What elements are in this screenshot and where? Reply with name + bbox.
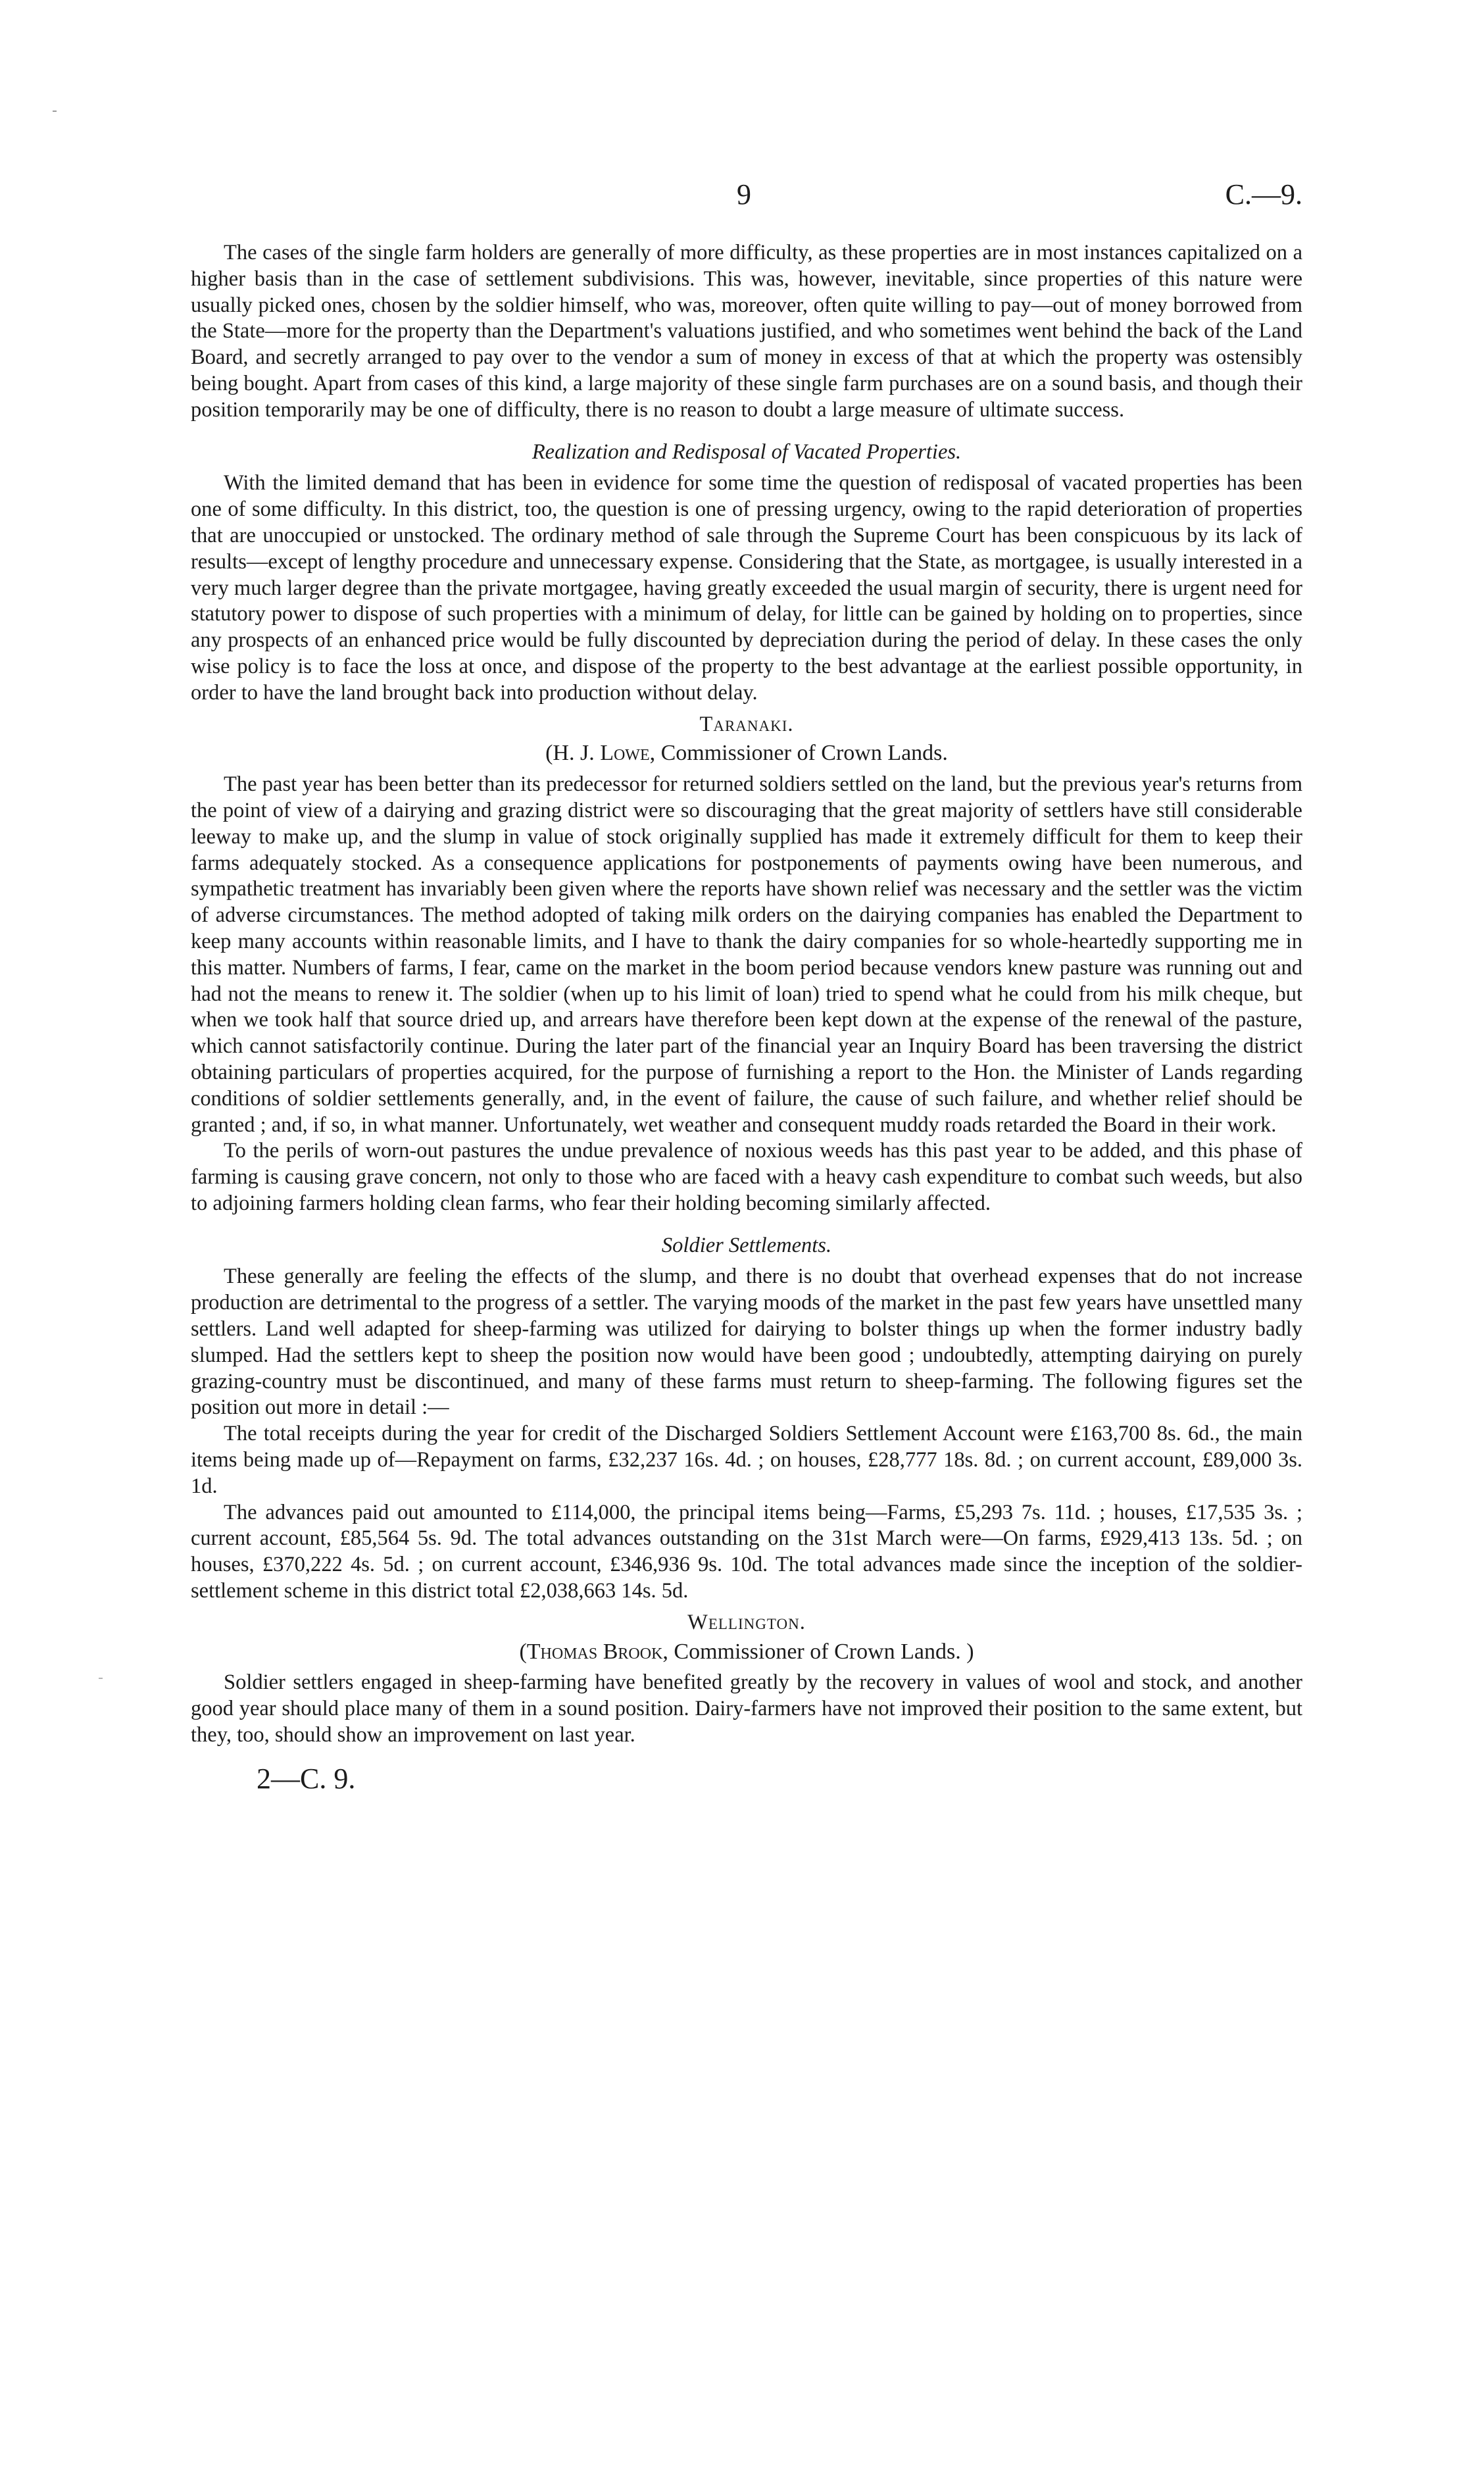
section-heading-soldier-settlements: Soldier Settlements.: [661, 1233, 832, 1257]
commissioner-line-taranaki: [191, 740, 1302, 766]
commissioner-name: Thomas Brook: [526, 1639, 663, 1664]
paragraph-single-farm-holders: The cases of the single farm holders are generally of more difficulty, as these properties are in most instances capitalized on a higher basis than in the case of settlement subdivisions. This was, however, inevitable, since properties of this nature were usually picked ones, chosen by the soldier himself, who was, moreover, often quite willing to pay—out of money borrowed from the State—more for the property than the Department's valuations justified, and who sometimes went behind the back of the Land Board, and secretly arranged to pay over to the vendor a sum of money in excess of that at which the property was ostensibly being bought. Apart from cases of this kind, a large majority of these single farm purchases are on a sound basis, and though their position temporarily may be one of difficulty, there is no reason to doubt a large measure of ultimate success.: [191, 241, 1302, 422]
section-heading-realization: Realization and Redisposal of Vacated Properties.: [532, 439, 962, 464]
paragraph-wellington-1: Soldier settlers engaged in sheep-farming have benefited greatly by the recovery in values of wool and stock, and another good year should place many of them in a sound position. Dairy-farmers have not improved their position to the same extent, but they, too, should show an improvement on last year.: [191, 1670, 1302, 1747]
paren-open: (: [519, 1639, 527, 1664]
paragraph-soldier-2: The total receipts during the year for credit of the Discharged Soldiers Settlement Account were £163,700 8s. 6d., the main items being made up of—Repayment on farms, £32,237 16s. 4d. ; on houses, £28,777 18s. 8d. ; on current account, £89,000 3s. 1d.: [191, 1422, 1302, 1498]
document-code: C.—9.: [1225, 178, 1302, 211]
commissioner-name: H. J. Lowe: [553, 741, 650, 766]
scan-mark: [99, 1678, 103, 1679]
paragraph-realization: With the limited demand that has been in evidence for some time the question of redisposal of vacated properties has been one of some difficulty. In this district, too, the question is one of pressing urgency, owing to the rapid deterioration of properties that are unoccupied or unstocked. The ordinary method of sale through the Supreme Court has been conspicuous by its lack of results—except of lengthy procedure and unnecessary expense. Considering that the State, as mortgagee, is usually interested in a very much larger degree than the private mortgagee, having greatly exceeded the usual margin of security, there is urgent need for statutory power to dispose of such properties with a minimum of delay, for little can be gained by holding on to properties, since any prospects of an enhanced price would be fully discounted by depreciation during the period of delay. In these cases the only wise policy is to face the loss at once, and dispose of the property to the best advantage at the earliest possible opportunity, in order to have the land brought back into production without delay.: [191, 471, 1302, 705]
page-body: [191, 240, 1302, 1796]
district-heading-taranaki: Taranaki.: [699, 712, 794, 736]
signature-code: 2—C. 9.: [257, 1762, 356, 1795]
page-header: [191, 178, 1302, 217]
paren-open: (: [545, 741, 553, 766]
district-heading-wellington: Wellington.: [687, 1610, 806, 1634]
paragraph-soldier-3: The advances paid out amounted to £114,000, the principal items being—Farms, £5,293 7s. 11d. ; houses, £17,535 3s. ; current account, £85,564 5s. 9d. The total advances outstanding on the 31st March were—On farms, £929,413 13s. 5d. ; on houses, £370,222 4s. 5d. ; on current account, £346,936 9s. 10d. The total advances made since the inception of the soldier-settlement scheme in this district total £2,038,663 14s. 5d.: [191, 1500, 1302, 1603]
paragraph-taranaki-2: To the perils of worn-out pastures the undue prevalence of noxious weeds has this past year to be added, and this phase of farming is causing grave concern, not only to those who are faced with a heavy cash expenditure to combat such weeds, but also to adjoining farmers holding clean farms, who fear their holding becoming similarly affected.: [191, 1139, 1302, 1215]
commissioner-line-wellington: [191, 1639, 1302, 1665]
page-number: 9: [737, 178, 751, 211]
commissioner-role: , Commissioner of Crown Lands.: [649, 741, 948, 766]
scan-mark: [53, 111, 57, 112]
paragraph-taranaki-1: The past year has been better than its predecessor for returned soldiers settled on the land, but the previous year's returns from the point of view of a dairying and grazing district were so discouraging that the great majority of settlers have still considerable leeway to make up, and the slump in value of stock originally supplied has made it extremely difficult for them to keep their farms adequately stocked. As a consequence applications for postponements of payments owing have been numerous, and sympathetic treatment has invariably been given where the reports have shown relief was necessary and the settler was the victim of adverse circumstances. The method adopted of taking milk orders on the dairying companies has enabled the Department to keep many accounts within reasonable limits, and I have to thank the dairy companies for so whole-heartedly supporting me in this matter. Numbers of farms, I fear, came on the market in the boom period because vendors knew pasture was running out and had not the means to renew it. The soldier (when up to his limit of loan) tried to spend what he could from his milk cheque, but when we took half that source dried up, and arrears have therefore been kept down at the expense of the renewal of the pasture, which cannot satisfactorily continue. During the later part of the financial year an Inquiry Board has been traversing the district obtaining particulars of properties acquired, for the purpose of furnishing a report to the Hon. the Minister of Lands regarding conditions of soldier settlements generally, and, in the event of failure, the cause of such failure, and whether relief should be granted ; and, if so, in what manner. Unfortunately, wet weather and consequent muddy roads retarded the Board in their work.: [191, 772, 1302, 1137]
commissioner-role: , Commissioner of Crown Lands. ): [662, 1639, 974, 1664]
paragraph-soldier-1: These generally are feeling the effects of the slump, and there is no doubt that overhead expenses that do not increase production are detrimental to the progress of a settler. The varying moods of the market in the past few years have unsettled many settlers. Land well adapted for sheep-farming was utilized for dairying to bolster things up when the former industry badly slumped. Had the settlers kept to sheep the position now would have been good ; undoubtedly, attempting dairying on purely grazing-country must be discontinued, and many of these farms must return to sheep-farming. The following figures set the position out more in detail :—: [191, 1265, 1302, 1420]
